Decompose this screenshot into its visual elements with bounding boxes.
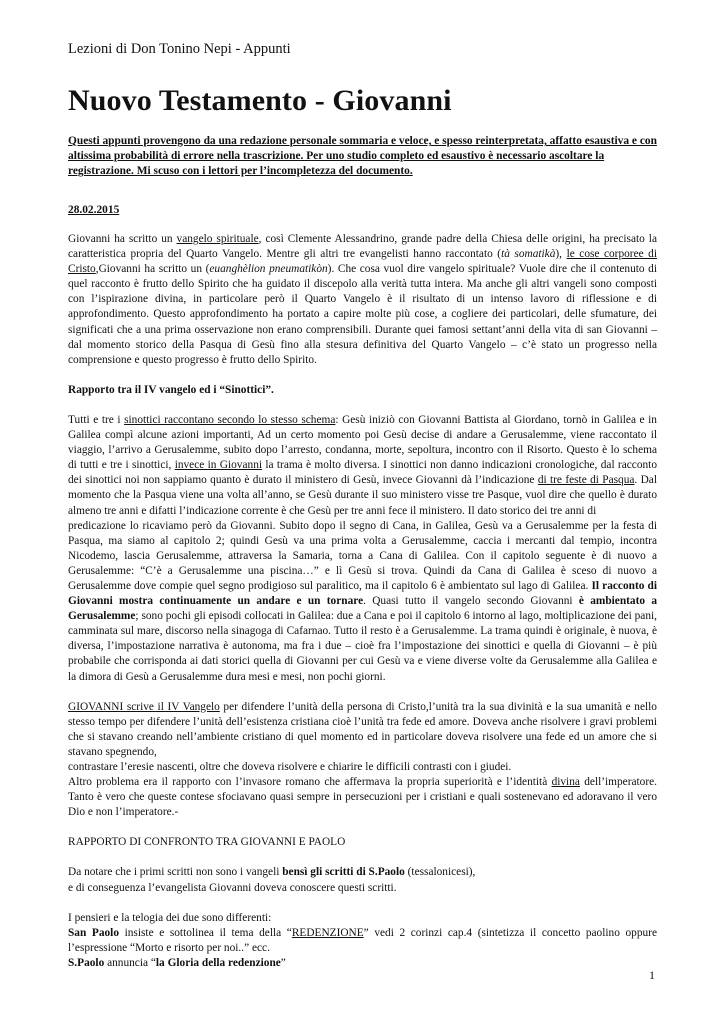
lesson-date: 28.02.2015 bbox=[68, 204, 120, 216]
document-body bbox=[68, 232, 657, 971]
paragraph-scopo-vangelo: GIOVANNI scrive il IV Vangelo per difendere l’unità della persona di Cristo,l’unità tra la sua divinità e la sua umanità e nello stesso tempo per difendere l’unità dell’esistenza cristiana cioè l’unità tra fede ed amore. Doveva anche risolvere i gravi problemi che si stavano creando nell’ambiente cristiano di quel momento ed in particolare doveva risolvere una fede ed un amore che si stavano spegnendo, contrastare l’eresie nascenti, oltre che doveva risolvere e chiarire le difficili contrasti con i giudei. Altro problema era il rapporto con l’invasore romano che affermava la propria superiorità e l’identità divina dell’imperatore. Tanto è vero che queste contese sfociavano quasi sempre in persecuzioni per i cristiani e quali sostenevano ed adoravano il vero Dio e non l’imperatore.- bbox=[68, 700, 658, 819]
section-heading-sinottici: Rapporto tra il IV vangelo ed i “Sinottici”. bbox=[68, 383, 274, 396]
paragraph-scritti-paolo: Da notare che i primi scritti non sono i vangeli bensì gli scritti di S.Paolo (tessalonicesi), e di conseguenza l’evangelista Giovanni doveva conoscere questi scritti. bbox=[68, 866, 476, 894]
paragraph-teologia: I pensieri e la telogia dei due sono differenti: San Paolo insiste e sottolinea il tema della “REDENZIONE” vedi 2 corinzi cap.4 (sintetizza il concetto paolino oppure l’espressione “Morto e risorto per noi..” ecc. S.Paolo annuncia “la Gloria della redenzione” bbox=[68, 911, 657, 969]
page-number: 1 bbox=[649, 968, 655, 982]
paragraph-andare-tornare: predicazione lo ricaviamo però da Giovanni. Subito dopo il segno di Cana, in Galilea, Gesù va a Gerusalemme per la festa di Pasqua, ma siamo al capitolo 2; quindi Gesù va una prima volta a Gerusalemme, caccia i mercanti dal tempio, incontra Nicodemo, lascia Gerusalemme, attraversa la Samaria, torna a Cana di Galilea. Con il capitolo seguente è di nuovo a Gerusalemme: “C’è a Gerusalemme una piscina…” e lì Gesù si trova. Quindi da Cana di Galilea è sceso di nuovo a Gerusalemme dove compie quel segno prodigioso sul paralitico, ma il capitolo 6 è ambientato sul lago di Galilea. Il racconto di Giovanni mostra continuamente un andare e un tornare. Quasi tutto il vangelo secondo Giovanni è ambientato a Gerusalemme; sono pochi gli episodi collocati in Galilea: due a Cana e poi il capitolo 6 intorno al lago, moltiplicazione dei pani, camminata sul mare, discorso nella sinagoga di Cafarnao. Tutto il resto è a Gerusalemme. La trama quindi è originale, è nuova, è diversa, l’impostazione narrativa è autonoma, ma fra i due – cioè fra l’impostazione dei sinottici e quella di Giovanni – è più probabile che corrisponda ai dati storici quella di Giovanni per cui Gesù va e viene diverse volte da Gerusalemme alla Galilea e la dimora di Gesù a Gerusalemme dura mesi e mesi, non pochi giorni. bbox=[68, 519, 657, 683]
paragraph-vangelo-spirituale: Giovanni ha scritto un vangelo spirituale, così Clemente Alessandrino, grande padre della Chiesa delle origini, ha precisato la caratteristica propria del Quarto Vangelo. Mentre gli altri tre evangelisti hanno raccontato (tà somatikà), le cose corporee di Cristo,Giovanni ha scritto un (euanghèlion pneumatikòn). Che cosa vuol dire vangelo spirituale? Vuole dire che il contenuto di quel racconto è frutto dello Spirito che ha guidato il discepolo alla verità tutta intera. Ma anche gli altri vangeli sono composti con l’ispirazione divina, in particolare però il Quarto Vangelo è il risultato di un intenso lavoro di riflessione e di approfondimento. Questo approfondimento ha portato a capire molte più cose, a cogliere dei particolari, delle sfumature, dei significati che a una prima osservazione non erano comprensibili. Durante quei famosi settant’anni della vita di san Giovanni – dal momento storico della Pasqua di Gesù fino alla stesura definitiva del Quarto Vangelo – c’è stato un progresso nella comprensione e questo progresso è frutto dello Spirito. bbox=[68, 233, 657, 366]
document-title: Nuovo Testamento - Giovanni bbox=[68, 84, 452, 117]
disclaimer: Questi appunti provengono da una redazione personale sommaria e veloce, e spesso reinterpretata, affatto esaustiva e con altissima probabilità di errore nella trascrizione. Per uno studio completo ed esaustivo è necessario ascoltare la registrazione. Mi scuso con i lettori per l’incompletezza del documento. bbox=[68, 135, 657, 178]
paragraph-schema-sinottici: Tutti e tre i sinottici raccontano secondo lo stesso schema: Gesù iniziò con Giovanni Battista al Giordano, tornò in Galilea e in Galilea compì alcune azioni importanti, Ad un certo momento poi Gesù decise di andare a Gerusalemme, viene raccontato il viaggio, l’arrivo a Gerusalemme, subito dopo l’arresto, condanna, morte, sepoltura, incontro con il Risorto. Questo è lo schema di tutti e tre i sinottici, invece in Giovanni la trama è molto diversa. I sinottici non danno indicazioni cronologiche, dal racconto dei sinottici noi non sappiamo quanto è durato il ministero di Gesù, invece Giovanni dà l’indicazione di tre feste di Pasqua. Dal momento che la Pasqua viene una volta all’anno, se Gesù durante il suo ministero visse tre Pasque, vuol dire che quello è durato almeno tre anni e difatti l’indicazione corrente è che Gesù per tre anni fece il ministero. Il dato storico dei tre anni di bbox=[68, 413, 657, 517]
document-page bbox=[68, 0, 657, 1024]
running-header: Lezioni di Don Tonino Nepi - Appunti bbox=[68, 41, 291, 57]
section-heading-giovanni-paolo: RAPPORTO DI CONFRONTO TRA GIOVANNI E PAOLO bbox=[68, 836, 346, 849]
